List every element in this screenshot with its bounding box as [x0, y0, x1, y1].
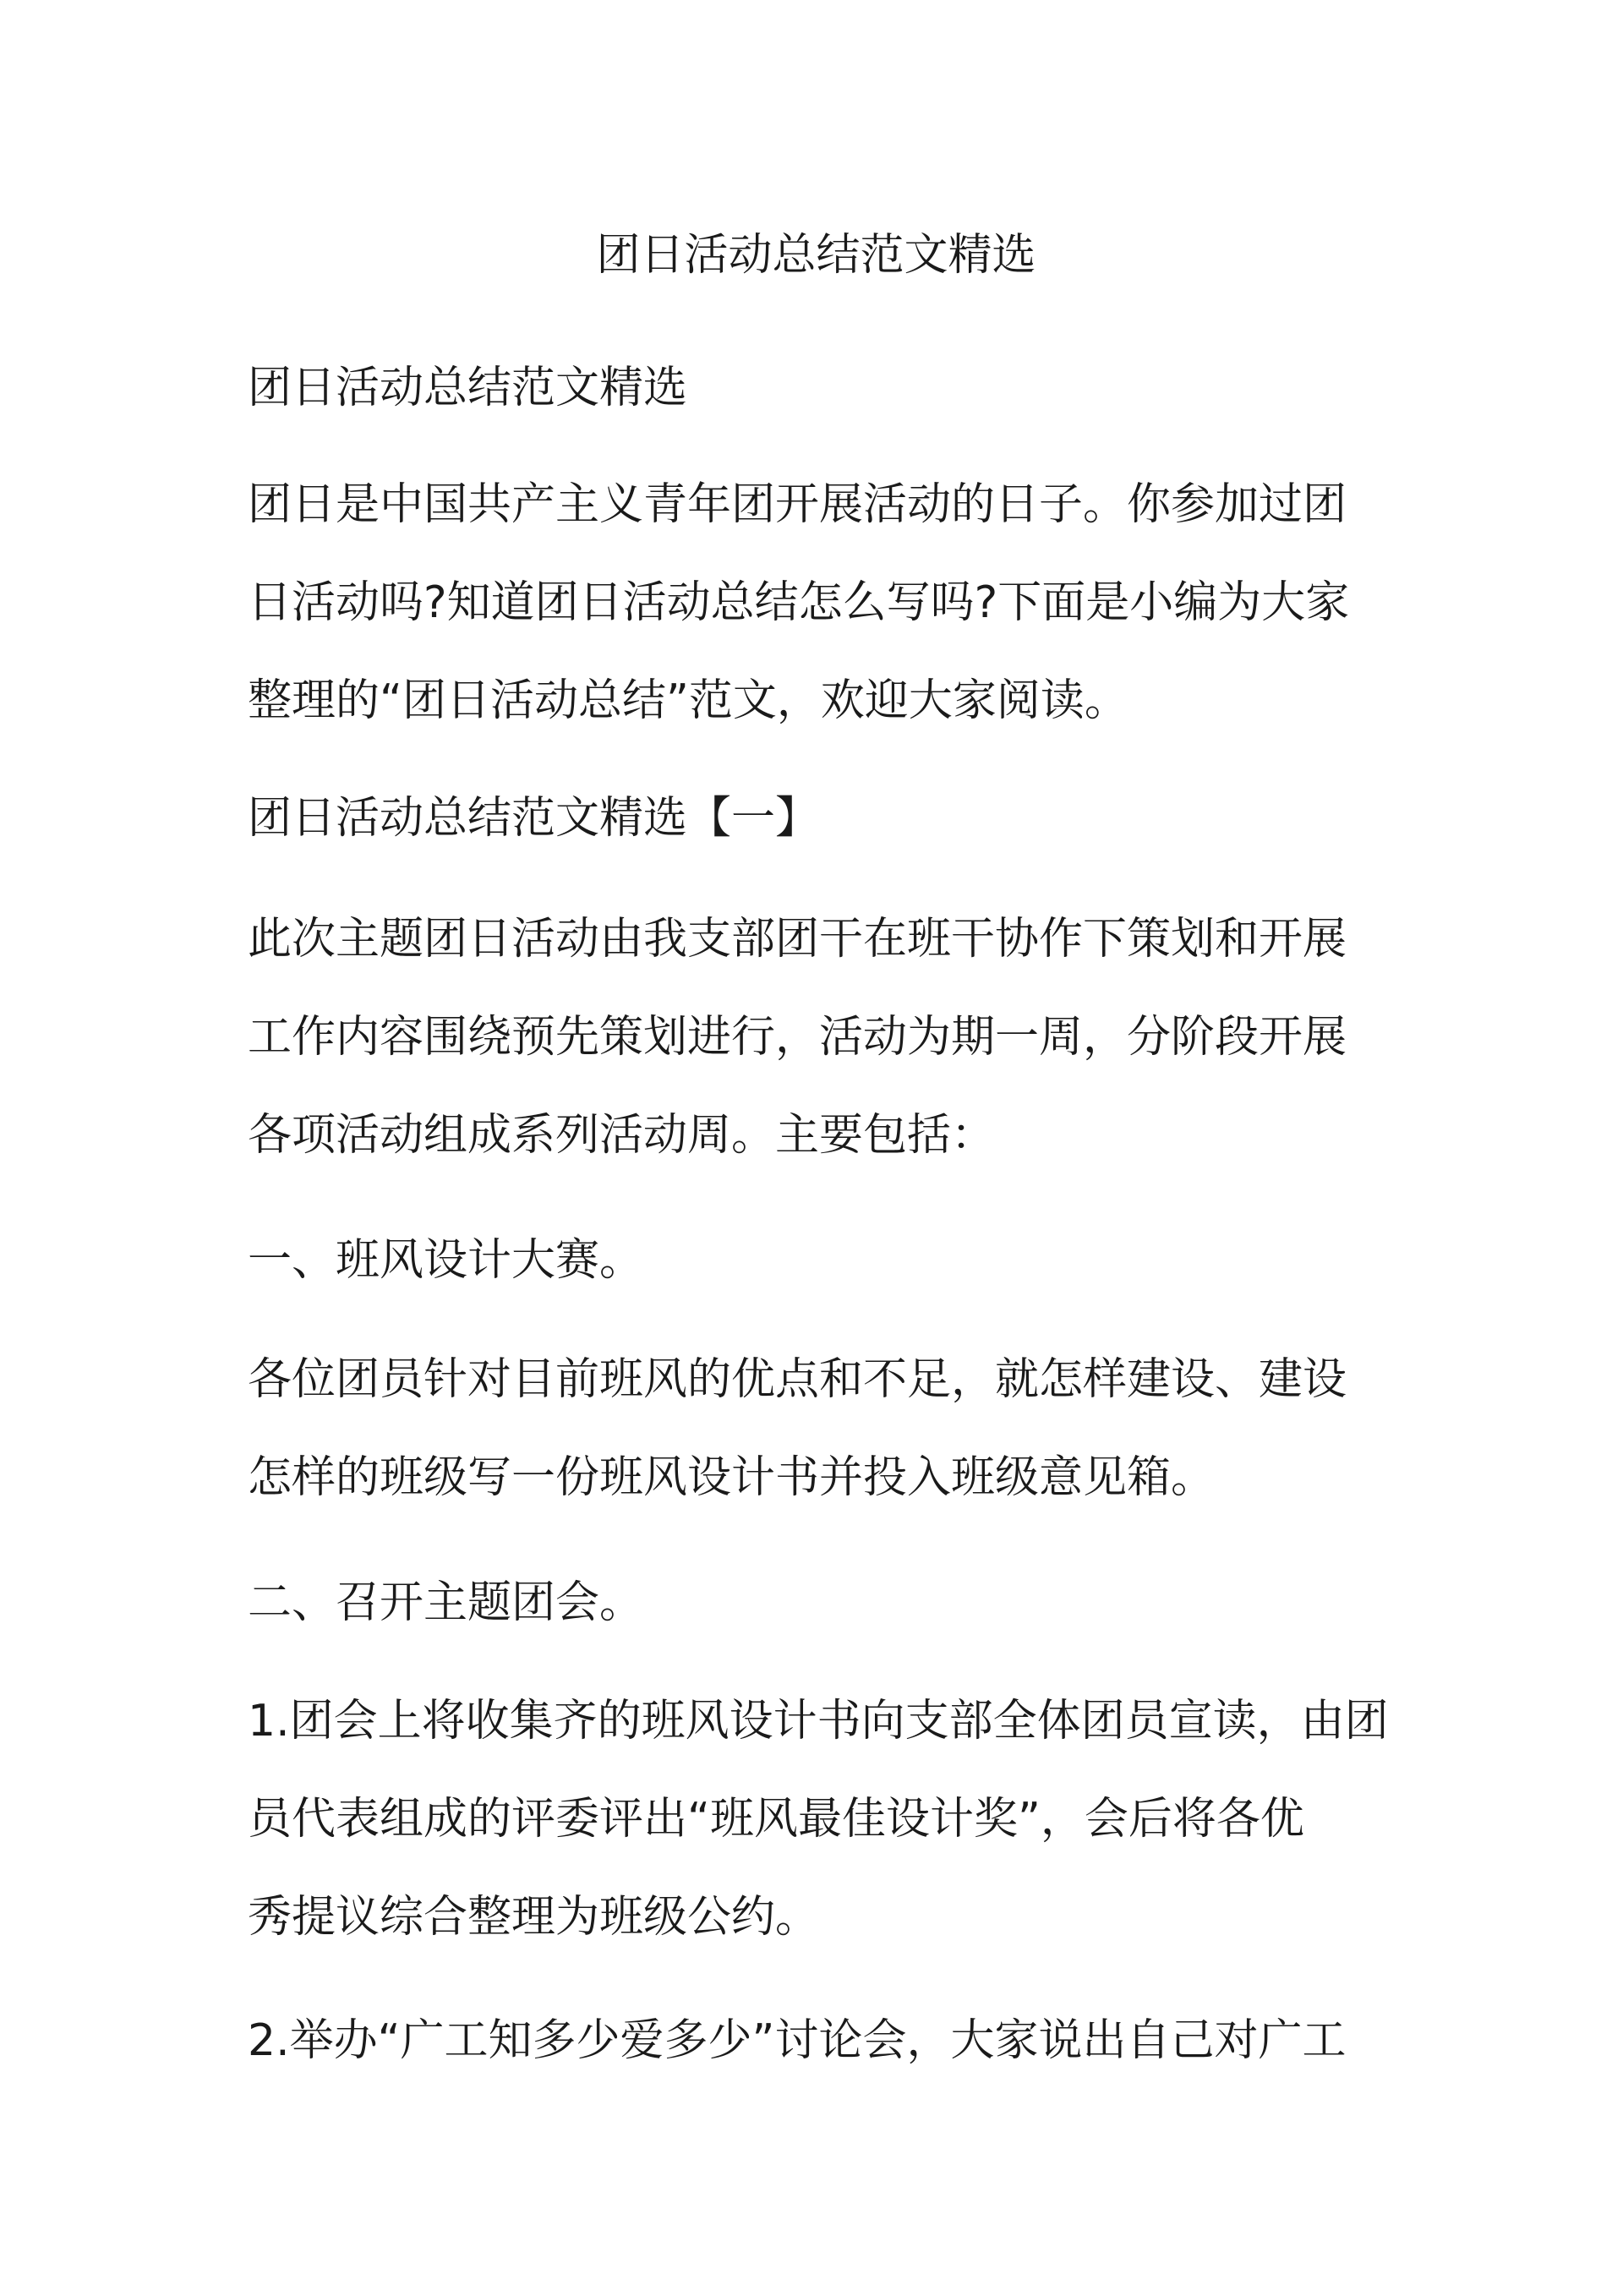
list-heading	[248, 1211, 1385, 1309]
text-line: 整理的“团日活动总结”范文，欢迎大家阅读。	[248, 675, 1128, 726]
text-line: 各位团员针对目前班风的优点和不足，就怎样建设、建设	[248, 1354, 1347, 1405]
subtitle-paragraph	[248, 339, 1385, 437]
text-line: 1.团会上将收集齐的班风设计书向支部全体团员宣读，由团	[248, 1696, 1389, 1747]
text-line: 团日活动总结范文精选【一】	[248, 793, 820, 844]
list-item-paragraph	[248, 1672, 1389, 1966]
text-line: 怎样的班级写一份班风设计书并投入班级意见箱。	[248, 1452, 1216, 1503]
text-line: 一、班风设计大赛。	[248, 1235, 644, 1286]
list-heading	[248, 1554, 1385, 1652]
text-line: 团日活动总结范文精选	[248, 363, 688, 413]
list-item-paragraph	[248, 1992, 1385, 2090]
text-line: 工作内容围绕预先策划进行，活动为期一周，分阶段开展	[248, 1012, 1347, 1063]
intro-paragraph	[248, 456, 1385, 750]
body-paragraph	[248, 890, 1385, 1184]
section-heading	[248, 769, 1385, 867]
text-line: 二、召开主题团会。	[248, 1577, 644, 1628]
text-line: 秀提议综合整理为班级公约。	[248, 1892, 820, 1943]
document-title: 团日活动总结范文精选	[596, 230, 1036, 281]
text-line: 员代表组成的评委评出“班风最佳设计奖”，会后将各优	[248, 1794, 1304, 1845]
text-line: 此次主题团日活动由我支部团干在班干协作下策划和开展	[248, 914, 1347, 965]
text-line: 2.举办“广工知多少爱多少”讨论会，大家说出自己对广工	[248, 2015, 1347, 2066]
text-line: 各项活动组成系列活动周。主要包括：	[248, 1110, 996, 1161]
text-line: 团日是中国共产主义青年团开展活动的日子。你参加过团	[248, 479, 1347, 530]
body-paragraph	[248, 1331, 1385, 1527]
text-line: 日活动吗?知道团日活动总结怎么写吗?下面是小编为大家	[248, 577, 1350, 628]
